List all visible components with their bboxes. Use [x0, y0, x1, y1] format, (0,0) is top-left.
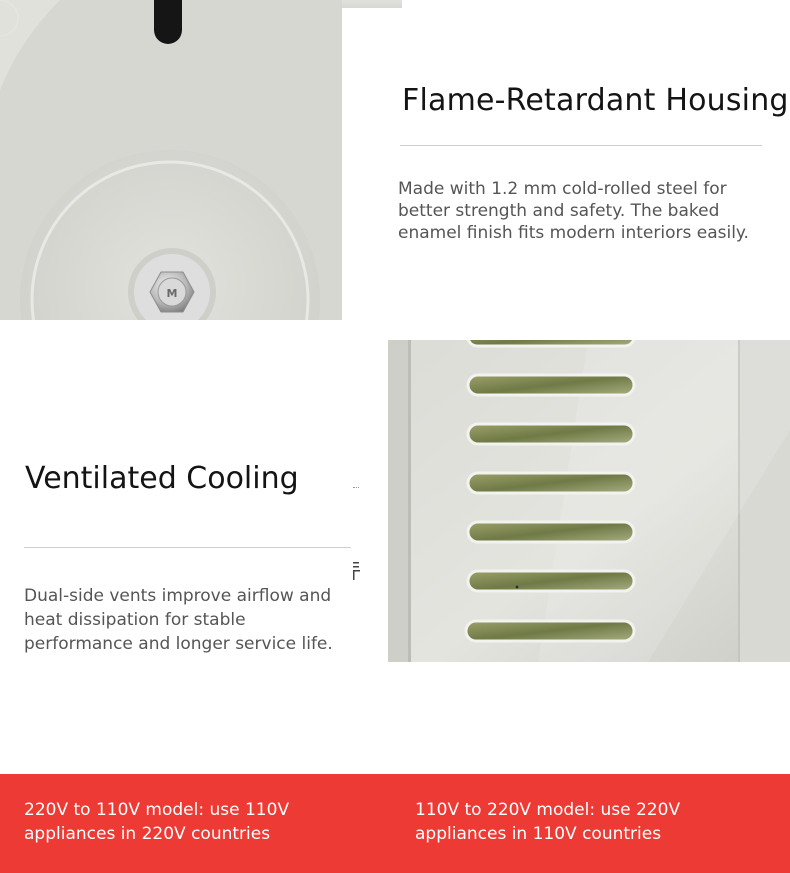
svg-text:M: M — [166, 287, 178, 300]
banner-text-right: 110V to 220V model: use 220V appliances in 110V countries — [415, 800, 681, 844]
divider — [400, 145, 762, 146]
vent-photo — [388, 340, 790, 662]
vent-photo-drawing — [388, 340, 790, 662]
decorative-mark — [350, 560, 362, 582]
decorative-dots — [353, 487, 359, 490]
photo-edge-strip — [342, 0, 402, 8]
section-description-housing: Made with 1.2 mm cold-rolled steel for better strength and safety. The baked enamel finish fits modern interiors easily. — [398, 179, 749, 243]
housing-photo-drawing — [0, 0, 342, 320]
section-title-housing: Flame-Retardant Housing — [402, 82, 789, 118]
voltage-banner — [0, 774, 790, 873]
housing-photo — [0, 0, 342, 320]
divider — [24, 547, 351, 548]
section-title-cooling: Ventilated Cooling — [25, 461, 299, 496]
section-description-cooling: Dual-side vents improve airflow and heat dissipation for stable performance and longer service life. — [24, 586, 333, 654]
banner-text-left: 220V to 110V model: use 110V appliances in 220V countries — [24, 800, 290, 844]
